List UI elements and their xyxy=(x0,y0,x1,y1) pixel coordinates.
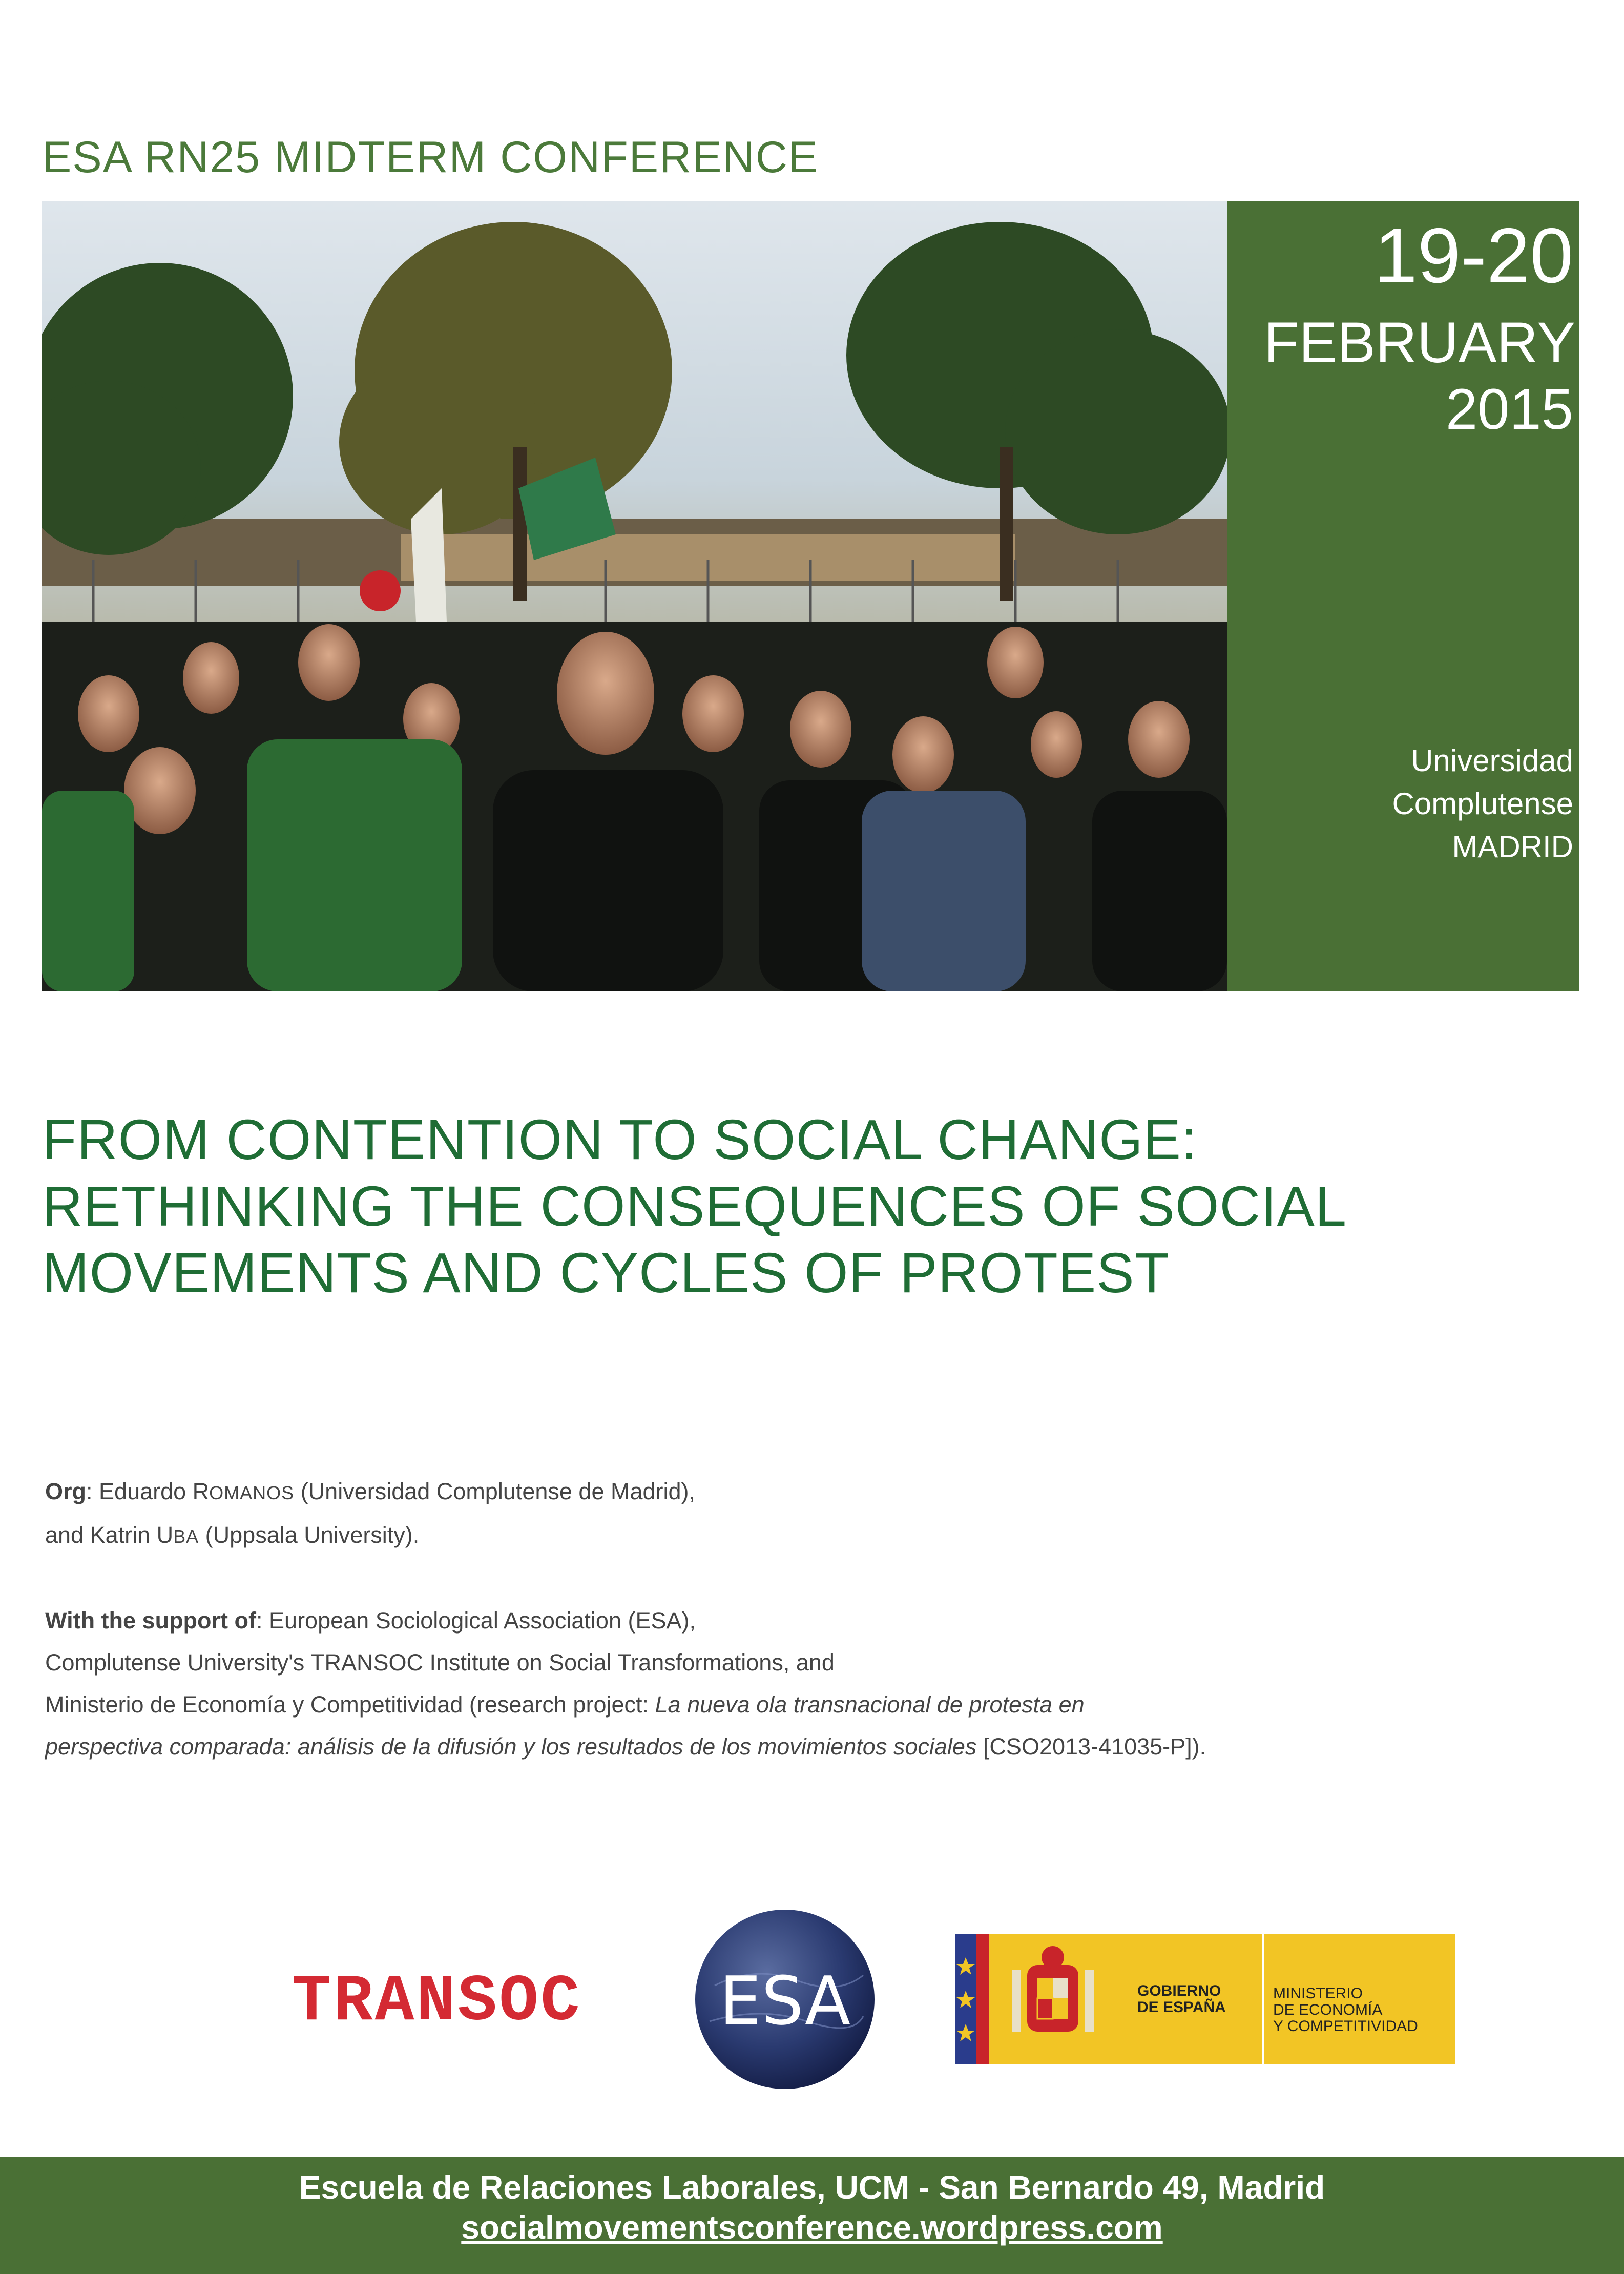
venue-line: MADRID xyxy=(1452,830,1573,864)
date-panel xyxy=(1227,201,1579,991)
date-days: 19-20 xyxy=(1374,212,1573,299)
organizers-label: Org xyxy=(45,1478,87,1504)
gov-divider xyxy=(1262,1934,1264,2064)
transoc-logo: TRANSOC xyxy=(292,1965,582,2039)
venue-line: Universidad xyxy=(1411,743,1573,778)
conference-title xyxy=(42,1107,1528,1307)
support-line-4: perspectiva comparada: análisis de la difusión y los resultados de los movimientos sociales [CSO2013-41035-P]). xyxy=(45,1733,1206,1760)
gov-text: GOBIERNO DE ESPAÑA xyxy=(1137,1982,1226,2016)
title-line: RETHINKING THE CONSEQUENCES OF SOCIAL xyxy=(42,1175,1347,1238)
protest-crowd-photo xyxy=(42,201,1227,991)
organizers-line-1: Org: Eduardo ROMANOS (Universidad Complutense de Madrid), xyxy=(45,1478,696,1504)
venue xyxy=(1392,739,1573,869)
esa-logo-text: ESA xyxy=(719,1962,851,2040)
footer-address: Escuela de Relaciones Laborales, UCM - San Bernardo 49, Madrid xyxy=(299,2169,1325,2206)
title-line: FROM CONTENTION TO SOCIAL CHANGE: xyxy=(42,1108,1198,1171)
spanish-government-logo xyxy=(955,1934,1455,2064)
conference-website-link[interactable]: socialmovementsconference.wordpress.com xyxy=(461,2209,1163,2246)
footer xyxy=(0,2157,1624,2274)
support-label: With the support of xyxy=(45,1607,257,1634)
support-line-2: Complutense University's TRANSOC Institute on Social Transformations, and xyxy=(45,1649,835,1676)
conference-label: ESA RN25 MIDTERM CONFERENCE xyxy=(42,133,819,182)
venue-line: Complutense xyxy=(1392,787,1573,821)
organizers-line-2: and Katrin UBA (Uppsala University). xyxy=(45,1522,420,1548)
ministry-text: MINISTERIO DE ECONOMÍA Y COMPETITIVIDAD xyxy=(1273,1985,1418,2035)
date-month: FEBRUARY xyxy=(1264,311,1575,375)
support-line-3: Ministerio de Economía y Competitividad (research project: La nueva ola transnacional de protesta en xyxy=(45,1691,1085,1718)
date-year: 2015 xyxy=(1445,377,1573,441)
title-line: MOVEMENTS AND CYCLES OF PROTEST xyxy=(42,1242,1170,1305)
support-line-1: With the support of: European Sociological Association (ESA), xyxy=(45,1607,696,1634)
credits xyxy=(45,1471,1531,1768)
esa-logo xyxy=(694,1909,876,2091)
